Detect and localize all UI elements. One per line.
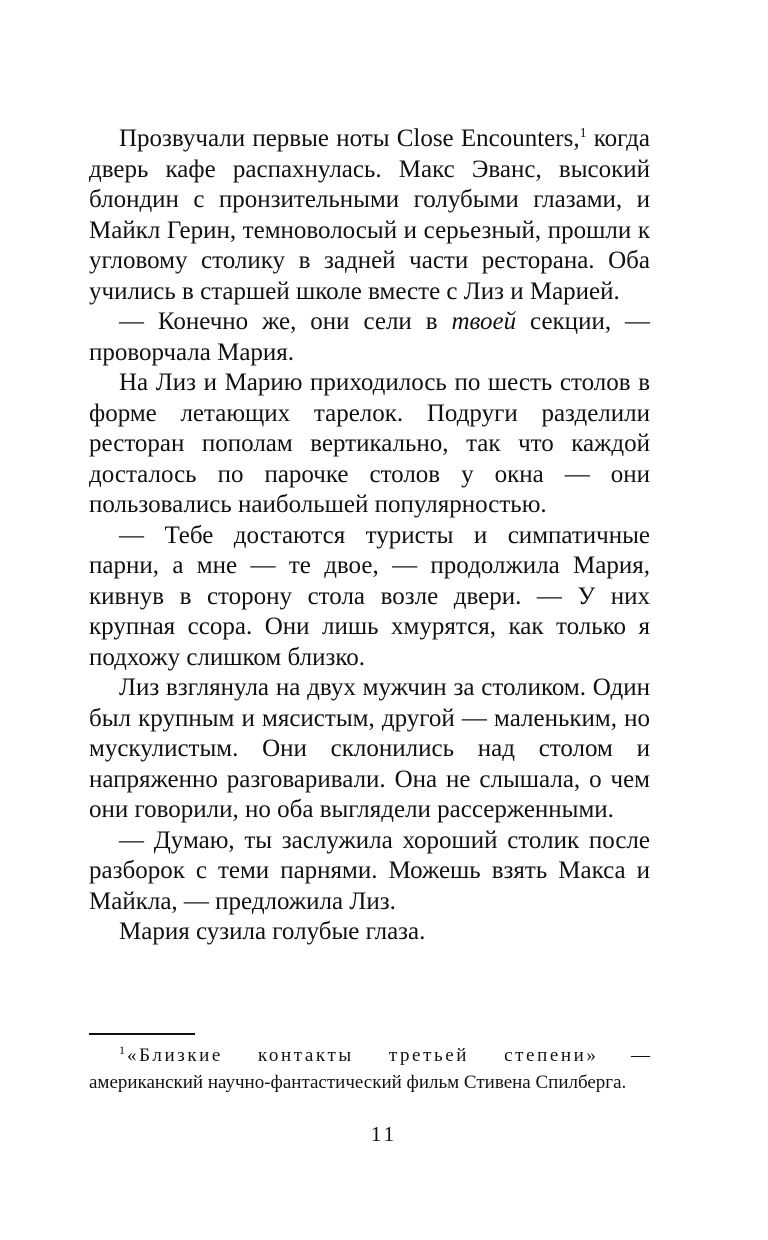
body-text [89, 124, 650, 948]
footnote-text: — американский научно-фантастический фильм Стивена Спилберга. [89, 1045, 650, 1093]
paragraph-2 [89, 307, 650, 368]
page-body [89, 124, 650, 948]
page-number: 11 [370, 1122, 398, 1146]
paragraph-2-italic: твоей [451, 308, 517, 335]
paragraph-6: — Думаю, ты заслужила хороший столик после разборок с теми парнями. Можешь взять Макса и Майкла, — предложила Лиз. [89, 826, 650, 915]
paragraph-3: На Лиз и Марию приходилось по шесть столов в форме летающих тарелок. Подруги разделили ресторан пополам вертикально, так что каждой досталось по парочке столов у окна — они пользовались наибольшей популярностью. [89, 369, 650, 518]
paragraph-2-text-after: секции, — проворчала Мария. [89, 308, 650, 366]
paragraph-7: Мария сузила голубые глаза. [119, 918, 426, 945]
paragraph-5: Лиз взглянула на двух мужчин за столиком. Один был крупным и мясистым, другой — маленьким, но мускулистым. Они склонились над столом и напряженно разговаривали. Она не слышала, о чем они говорили, но оба выглядели рассерженными. [89, 674, 650, 823]
footnote-title: «Близкие контакты третьей степени» [127, 1045, 599, 1066]
footnote-marker: 1 [119, 1043, 125, 1057]
paragraph-4: — Тебе достаются туристы и симпатичные парни, а мне — те двое, — продолжила Мария, кивнув в сторону стола возле двери. — У них крупная ссора. Они лишь хмурятся, как только я подхожу слишком близко. [89, 521, 650, 671]
paragraph-1-text-after: когда дверь кафе распахнулась. Макс Эванс, высокий блондин с пронзительными голубыми глазами, и Майкл Герин, темноволосый и серьезный, прошли к угловому столику в задней части ресторана. Оба учились в старшей школе вместе с Лиз и Марией. [89, 125, 650, 305]
footnote-divider [89, 1033, 195, 1035]
paragraph-2-text-before: — Конечно же, они сели в [119, 308, 452, 335]
paragraph-1 [89, 124, 650, 307]
footnote [89, 1042, 650, 1096]
paragraph-1-text-before: Прозвучали первые ноты Close Encounters, [119, 125, 580, 152]
footnote-reference[interactable]: 1 [579, 126, 587, 141]
